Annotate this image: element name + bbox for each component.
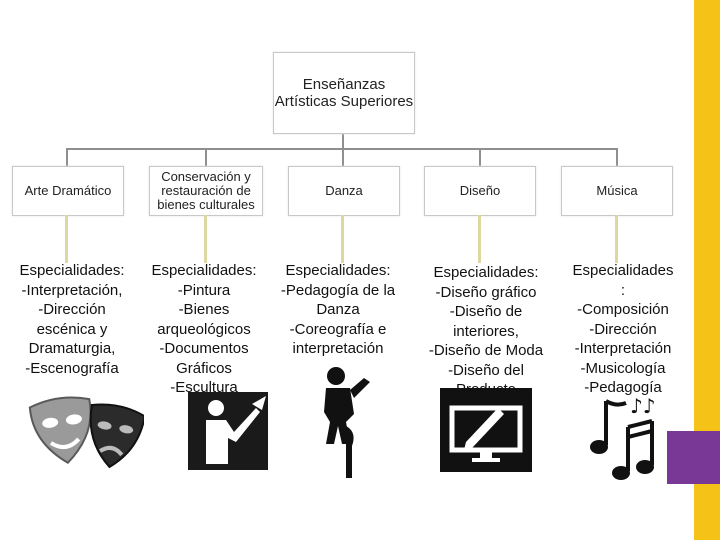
speciality-item: Dramaturgia,	[28, 340, 116, 357]
theater-masks-icon	[24, 393, 144, 475]
specialities-diseno	[418, 263, 554, 400]
branch-box-conservacion	[149, 166, 263, 216]
branch-label: Danza	[325, 183, 363, 198]
branch-box-danza	[288, 166, 400, 216]
specialities-title: Especialidades	[572, 262, 674, 279]
specialities-arte-dramatico	[6, 261, 138, 378]
speciality-item: -Interpretación,	[21, 281, 123, 299]
root-connector	[342, 132, 344, 149]
speciality-connector	[65, 215, 68, 263]
speciality-item: -Dirección	[38, 301, 106, 318]
speciality-item: -Diseño de Moda	[428, 342, 544, 359]
speciality-connector	[341, 215, 344, 263]
speciality-item: -Bienes	[178, 301, 230, 318]
root-label: Enseñanzas Artísticas Superiores	[274, 76, 414, 110]
specialities-conservacion	[138, 261, 270, 398]
branch-connector-conservacion	[205, 148, 207, 166]
speciality-item: Danza	[316, 301, 360, 318]
speciality-item: -Pedagogía	[584, 379, 662, 396]
branch-label: Arte Dramático	[24, 183, 112, 198]
branch-label: Música	[596, 183, 638, 198]
speciality-item: -Documentos	[159, 340, 249, 357]
speciality-connector	[615, 215, 618, 263]
speciality-connector	[204, 215, 207, 263]
speciality-item: arqueológicos	[157, 320, 251, 338]
svg-text:♪♪: ♪♪	[630, 394, 656, 418]
speciality-item: -Pintura	[177, 281, 231, 299]
specialities-danza	[268, 261, 408, 359]
specialities-title: Especialidades:	[433, 264, 539, 281]
root-box	[273, 52, 415, 134]
dancer-icon	[316, 364, 376, 484]
speciality-item: escénica y	[36, 320, 108, 338]
speciality-item: -Escultura	[170, 379, 238, 396]
speciality-item: interiores,	[453, 322, 519, 340]
speciality-item: :	[620, 281, 626, 299]
painter-restorer-icon	[182, 386, 274, 474]
branch-connector-danza	[342, 148, 344, 166]
speciality-item: -Dirección	[589, 320, 657, 338]
speciality-connector	[478, 215, 481, 263]
speciality-item: -Musicología	[580, 359, 666, 377]
branch-label: Conservación y restauración de bienes culturales	[157, 169, 255, 212]
speciality-item: -Diseño del	[448, 361, 524, 379]
branch-connector-musica	[616, 148, 618, 166]
speciality-item: -Diseño gráfico	[435, 283, 537, 301]
speciality-item: interpretación	[292, 340, 384, 357]
speciality-item: -Coreografía e	[289, 320, 387, 338]
speciality-item: -Interpretación	[574, 340, 672, 357]
branch-label: Diseño	[459, 183, 501, 198]
music-notes-icon	[586, 393, 664, 483]
specialities-musica	[556, 261, 690, 398]
speciality-item: -Composición	[577, 301, 669, 318]
branch-box-arte-dramatico	[12, 166, 124, 216]
speciality-item: -Pedagogía de la	[280, 281, 396, 299]
specialities-title: Especialidades:	[285, 262, 391, 279]
speciality-item: -Diseño de	[449, 303, 523, 320]
speciality-item: -Escenografía	[25, 359, 119, 377]
speciality-item: Gráficos	[176, 359, 232, 377]
branch-connector-arte	[66, 148, 68, 166]
specialities-title: Especialidades:	[19, 262, 125, 279]
speciality-item: Producto	[455, 381, 517, 398]
branch-connector-diseno	[479, 148, 481, 166]
branch-box-diseno	[424, 166, 536, 216]
purple-accent-square	[667, 431, 720, 484]
specialities-title: Especialidades:	[151, 262, 257, 279]
branch-box-musica	[561, 166, 673, 216]
